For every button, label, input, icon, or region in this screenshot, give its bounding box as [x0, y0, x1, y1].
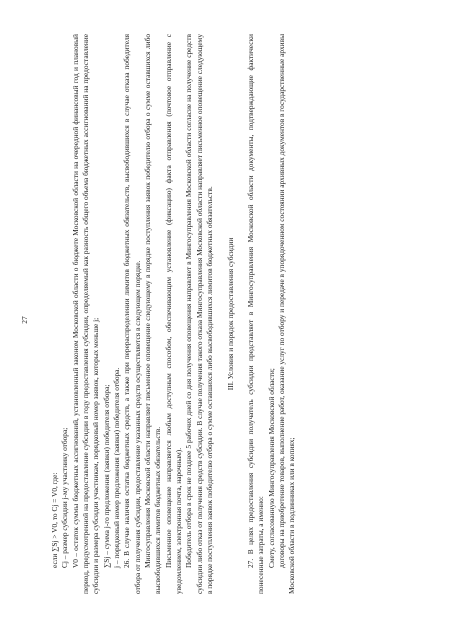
page-number: 27: [20, 316, 29, 324]
paragraph-26-consent: Победитель отбора в срок не позднее 5 рабочих дней со дня получения оповещения направляет в Мингосуправления Московской области согласие на получение средств субсидии либо отказ от получения средств субсидии. В случае получения такого отказа Мингосуправления Московской области направляет письменное оповещение следующему в порядке поступления заявок победителю отбора о сумме оставшихся либо высвободившихся лимитов бюджетных обязательств.: [184, 34, 215, 594]
paragraph-26: 26. В случае наличия остатка бюджетных средств, а также при перераспределении лимитов бюджетных обязательств, высвободившихся в случае отказа победителя отбора от получения субсидии, предоставление указанных средств осуществляется в следующем порядке.: [122, 34, 142, 594]
definition-j: j – порядковый номер предложения (заявки) победителя отбора.: [112, 367, 122, 568]
paragraph-26-notice: Мингосуправления Московской области направляет письменное оповещение следующему в порядке поступления заявок победителю отбора о сумме оставшихся либо высвободившихся лимитов бюджетных обязательств.: [143, 34, 163, 594]
formula-line: если ∑Sj > V0, то Cj = V0, где:: [50, 472, 59, 568]
definition-sj: ∑Sj – сумма j-го предложения (заявки) победителя отбора;: [101, 384, 111, 568]
definition-cj: Cj – размер субсидии j-му участнику отбора;: [60, 427, 70, 568]
paragraph-27: 27. В целях предоставления субсидии получатель субсидии представляет в Мингосуправления Московской области документы, подтверждающие фактически понесенные затраты, а именно:: [245, 34, 266, 594]
item-smeta: Смету, согласованную Мингосуправления Московской области;: [266, 368, 276, 568]
definition-v0: V0 – остаток суммы бюджетных ассигнований, установленный законом Московской области о бюджете Московской области на очередной финансовый год и плановый период, предусмотренной на предоставление субсидии в году предоставления субсидии, определяемый как разность общего объема бюджетных ассигнований на предоставление субсидии и размера субсидии участникам, порядковый номер заявок, которых меньше j;: [70, 34, 101, 594]
document-body: [50, 34, 298, 594]
paragraph-26-method: Письменное оповещение направляется любым доступным способом, обеспечивающим установление (фиксацию) факта отправления (почтовое отправление с уведомлением, электронная почта, нарочным).: [163, 34, 184, 594]
item-dogovor: договоры на приобретение товаров, выполнение работ, оказание услуг по отбору и передаче в упорядоченном состоянии архивных документов в государственные архивы Московской области в подлинниках или в копиях;: [276, 33, 297, 594]
section-title: III. Условия и порядок предоставления субсидии: [225, 237, 235, 391]
